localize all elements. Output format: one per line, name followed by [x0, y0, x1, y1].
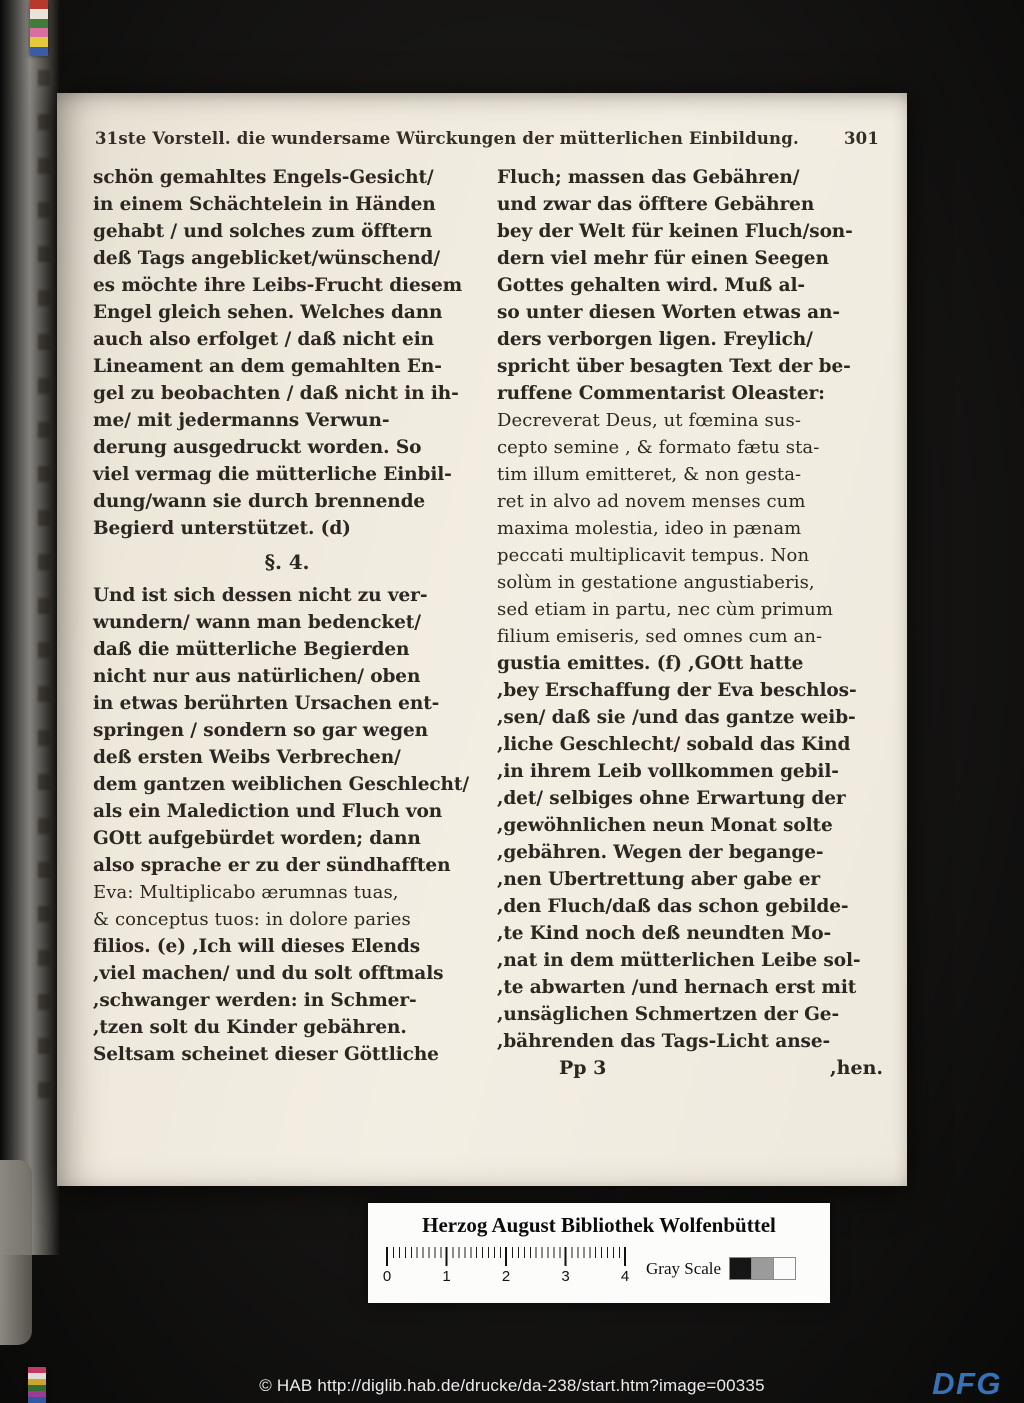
- gray-patch: [773, 1257, 796, 1280]
- text-line: ,nen Ubertrettung aber gabe er: [497, 869, 821, 890]
- ruler-major-ticks: [386, 1247, 627, 1266]
- footer: [0, 1376, 1024, 1396]
- text-line: GOtt aufgebürdet worden; dann: [93, 828, 421, 849]
- text-line: ders verborgen ligen. Freylich/: [497, 329, 813, 350]
- text-line: tim illum emitteret, & non gesta-: [497, 464, 802, 485]
- text-line: ,gewöhnlichen neun Monat solte: [497, 815, 833, 836]
- text-line: gel zu beobachten / daß nicht in ih-: [93, 383, 459, 404]
- text-line: ,tzen solt du Kinder gebähren.: [93, 1017, 407, 1038]
- text-line: Und ist sich dessen nicht zu ver-: [93, 585, 428, 606]
- section-heading: §. 4.: [264, 550, 310, 574]
- text-line: peccati multiplicavit tempus. Non: [497, 545, 810, 566]
- signature-mark: Pp 3: [559, 1057, 607, 1079]
- text-line: Gottes gehalten wird. Muß al-: [497, 275, 805, 296]
- text-line: sed etiam in partu, nec cùm primum: [497, 599, 834, 620]
- page-surface: [57, 93, 907, 1082]
- ruler-number: 1: [442, 1268, 451, 1285]
- text-line: ruffene Commentarist Oleaster:: [497, 383, 825, 404]
- color-band: [30, 37, 48, 46]
- gray-scale-patches: [730, 1257, 796, 1280]
- color-band: [28, 1397, 46, 1403]
- text-line: dern viel mehr für einen Seegen: [497, 248, 829, 269]
- text-line: ,gebähren. Wegen der begange-: [497, 842, 824, 863]
- text-line: schön gemahltes Engels-Gesicht/: [93, 167, 434, 188]
- text-line: Lineament an dem gemahlten En-: [93, 356, 442, 377]
- text-line: Engel gleich sehen. Welches dann: [93, 302, 443, 323]
- gray-patch: [729, 1257, 752, 1280]
- page-corner-sliver: [0, 1160, 32, 1345]
- page-header: [95, 129, 879, 148]
- text-line: bey der Welt für keinen Fluch/son-: [497, 221, 853, 242]
- color-band: [30, 0, 48, 9]
- text-line: filios. (e) ,Ich will dieses Elends: [93, 936, 421, 957]
- text-line: ,in ihrem Leib vollkommen gebil-: [497, 761, 839, 782]
- left-column: [93, 164, 481, 1082]
- text-line: deß ersten Weibs Verbrechen/: [93, 747, 401, 768]
- catchword: ,hen.: [830, 1057, 883, 1079]
- text-line: ,bey Erschaffung der Eva beschlos-: [497, 680, 857, 701]
- color-band: [30, 19, 48, 28]
- text-line: derung ausgedruckt worden. So: [93, 437, 422, 458]
- color-band: [30, 28, 48, 37]
- text-line: gehabt / und solches zum öfftern: [93, 221, 433, 242]
- text-line: cepto semine , & formato fætu sta-: [497, 437, 820, 458]
- text-line: springen / sondern so gar wegen: [93, 720, 428, 741]
- text-line: so unter diesen Worten etwas an-: [497, 302, 840, 323]
- left-column-lines: [93, 164, 481, 1068]
- text-line: in etwas berührten Ursachen ent-: [93, 693, 440, 714]
- text-line: ,bährenden das Tags-Licht anse-: [497, 1031, 831, 1052]
- text-line: dem gantzen weiblichen Geschlecht/: [93, 774, 470, 795]
- text-line: ,nat in dem mütterlichen Leibe sol-: [497, 950, 861, 971]
- ruler-scale: [382, 1247, 632, 1291]
- color-band: [30, 9, 48, 18]
- text-line: daß die mütterliche Begierden: [93, 639, 410, 660]
- text-line: spricht über besagten Text der be-: [497, 356, 851, 377]
- text-line: filium emiseris, sed omnes cum an-: [497, 626, 823, 647]
- ruler-number: 2: [501, 1268, 511, 1285]
- text-line: ,unsäglichen Schmertzen der Ge-: [497, 1004, 840, 1025]
- text-line: gustia emittes. (f) ,GOtt hatte: [497, 653, 804, 674]
- text-line: viel vermag die mütterliche Einbil-: [93, 464, 452, 485]
- page-number: 301: [843, 129, 879, 148]
- text-line: ,schwanger werden: in Schmer-: [93, 990, 417, 1011]
- library-name: Herzog August Bibliothek Wolfenbüttel: [422, 1213, 776, 1237]
- adjacent-page-edge: [0, 0, 60, 1255]
- text-line: ,te Kind noch deß neundten Mo-: [497, 923, 832, 944]
- right-column-lines: [497, 164, 883, 1055]
- text-line: Fluch; massen das Gebähren/: [497, 167, 800, 188]
- scale-row: [382, 1247, 816, 1291]
- text-line: dung/wann sie durch brennende: [93, 491, 426, 512]
- text-line: ret in alvo ad novem menses cum: [497, 491, 806, 512]
- text-line: also sprache er zu der sündhafften: [93, 855, 451, 876]
- library-scale-card: [368, 1203, 830, 1303]
- dfg-logo: DFG: [932, 1366, 1002, 1401]
- text-line: und zwar das öfftere Gebähren: [497, 194, 815, 215]
- text-line: Seltsam scheinet dieser Göttliche: [93, 1044, 439, 1065]
- copyright-label: © HAB: [259, 1376, 318, 1395]
- text-line: Begierd unterstützet. (d): [93, 518, 351, 539]
- text-line: ,den Fluch/daß das schon gebilde-: [497, 896, 849, 917]
- text-line: als ein Malediction und Fluch von: [93, 801, 443, 822]
- gray-scale: [646, 1257, 796, 1280]
- text-line: solùm in gestatione angustiaberis,: [497, 572, 815, 593]
- text-line: deß Tags angeblicket/wünschend/: [93, 248, 441, 269]
- text-line: ,te abwarten /und hernach erst mit: [497, 977, 857, 998]
- text-line: ,det/ selbiges ohne Erwartung der: [497, 788, 846, 809]
- text-line: ,sen/ daß sie /und das gantze weib-: [497, 707, 856, 728]
- source-url-link[interactable]: http://diglib.hab.de/drucke/da-238/start.htm?image=00335: [317, 1376, 765, 1395]
- text-line: me/ mit jedermanns Verwun-: [93, 410, 390, 431]
- text-line: ,liche Geschlecht/ sobald das Kind: [497, 734, 851, 755]
- signature-row: [497, 1055, 883, 1082]
- running-title: 31ste Vorstell. die wundersame Würckungen der mütterlichen Einbildung.: [95, 129, 799, 148]
- text-line: es möchte ihre Leibs-Frucht diesem: [93, 275, 463, 296]
- ruler-number: 4: [620, 1268, 630, 1285]
- text-line: auch also erfolget / daß nicht ein: [93, 329, 434, 350]
- color-band: [30, 47, 48, 56]
- right-column: [497, 164, 883, 1082]
- text-line: ,viel machen/ und du solt offtmals: [93, 963, 444, 984]
- gray-scale-label: Gray Scale: [646, 1258, 722, 1278]
- book-page: [57, 93, 907, 1186]
- text-line: maxima molestia, ideo in pænam: [497, 518, 802, 539]
- color-calibration-strip-top: [30, 0, 48, 56]
- text-line: Decreverat Deus, ut fœmina sus-: [497, 410, 802, 431]
- text-line: wundern/ wann man bedencket/: [93, 612, 421, 633]
- gray-patch: [751, 1257, 774, 1280]
- ruler-number: 0: [382, 1268, 392, 1285]
- text-columns: [93, 164, 883, 1082]
- text-line: in einem Schächtelein in Händen: [93, 194, 436, 215]
- text-line: & conceptus tuos: in dolore paries: [93, 909, 411, 930]
- text-line: nicht nur aus natürlichen/ oben: [93, 666, 421, 687]
- ruler-number: 3: [561, 1268, 570, 1285]
- text-line: Eva: Multiplicabo ærumnas tuas,: [93, 882, 399, 903]
